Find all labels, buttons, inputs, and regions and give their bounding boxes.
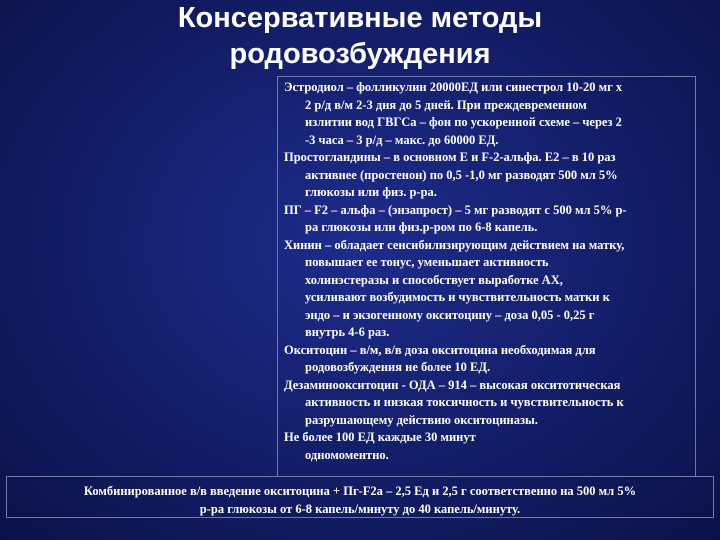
- slide-title-line-1: Консервативные методы: [177, 2, 543, 34]
- content-textbox: [277, 76, 696, 476]
- paragraph-pg-f2-alpha: ПГ – F2 – альфа – (энзапрост) – 5 мг разводят с 500 мл 5% р- ра глюкозы или физ.р-ром по 6-8 капель.: [284, 202, 627, 234]
- paragraph-quinine: Хинин – обладает сенсибилизирующим действием на матку, повышает ее тонус, уменьшает активность холинэстеразы и способствует выработке АХ, усиливают возбудимость и чувствительность матки к эндо – и экзогенному окситоцину – доза 0,05 - 0,25 г внутрь 4-6 раз.: [284, 237, 625, 339]
- paragraph-desaminooxytocin: Дезаминоокситоцин - ОДА – 914 – высокая окситотическая активность и низкая токсичность и чувствительность к разрушающему действию окситоциназы.: [284, 377, 624, 427]
- paragraph-oxytocin: Окситоцин – в/м, в/в доза окситоцина необходимая для родовозбуждения не более 10 ЕД.: [284, 342, 596, 374]
- slide-title: [0, 0, 720, 76]
- paragraph-estradiol: Эстродиол – фолликулин 20000ЕД или синестрол 10-20 мг х 2 р/д в/м 2-3 дня до 5 дней. При преждевременном излитии вод ГВГСа – фон по ускоренной схеме – через 2 -3 часа – 3 р/д – макс. до 60000 ЕД.: [284, 80, 623, 147]
- paragraph-prostaglandins: Простогландины – в основном Е и F-2-альфа. Е2 – в 10 раз активнее (простенон) по 0,5 -1,0 мг разводят 500 мл 5% глюкозы или физ. р-ра.: [284, 150, 618, 199]
- paragraph-dose-limit: Не более 100 ЕД каждые 30 минут одномоментно.: [284, 430, 476, 462]
- slide-title-line-2: родовозбуждения: [229, 38, 491, 70]
- combined-note-textbox: Комбинированное в/в введение окситоцина + Пг-F2а – 2,5 Ед и 2,5 г соответственно на 500 мл 5% р-ра глюкозы от 6-8 капель/минуту до 40 капель/минуту.: [6, 476, 714, 518]
